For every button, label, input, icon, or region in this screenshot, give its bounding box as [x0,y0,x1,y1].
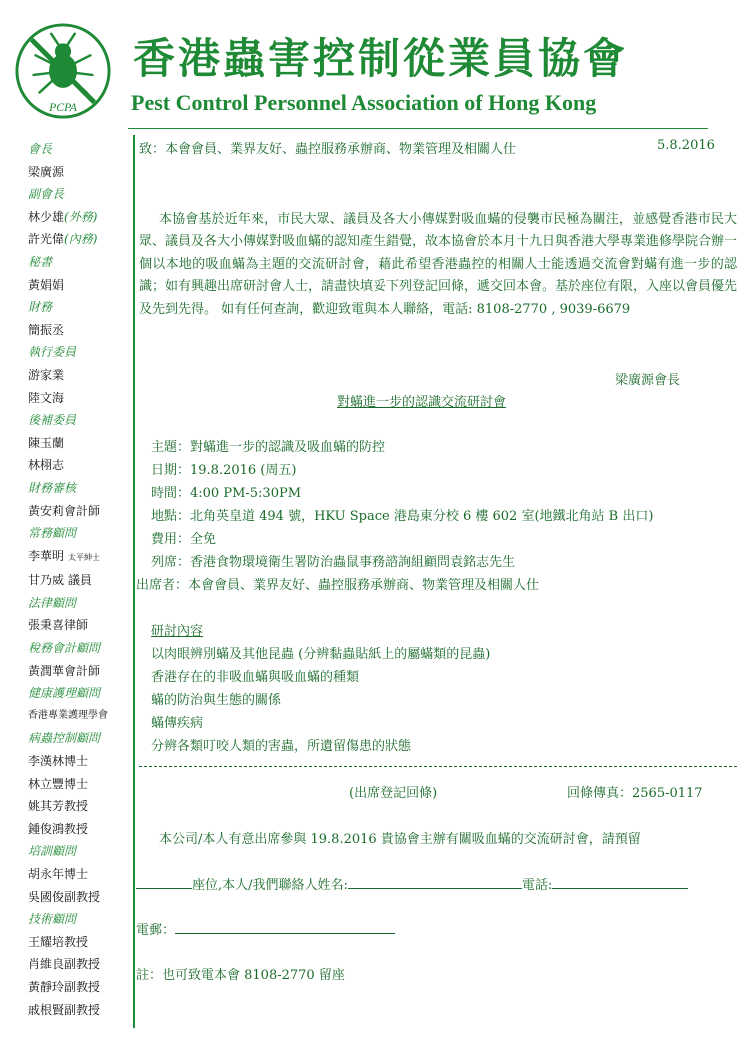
seminar-title: 對蟎進一步的認識交流研討會 [337,395,507,410]
committee-role-title: 執行委員 [28,345,77,360]
committee-role-title: 培訓顧問 [28,844,77,859]
reply-email-line [136,919,395,938]
committee-member-name: 黃潤華會計師 [28,663,101,678]
content-item: 蟎的防治與生態的關係 [151,693,282,708]
committee-member-name: 胡永年博士 [28,867,89,881]
email-blank[interactable] [175,919,395,934]
seminar-venue: 地點：北角英皇道 494 號，HKU Space 港島東分校 6 樓 602 室(地鐵北角站 B 出口) [151,509,654,524]
committee-member-name: 肖維良副教授 [28,957,101,972]
content-item: 以肉眼辨別蟎及其他昆蟲 (分辨黏蟲貼紙上的屬蟎類的昆蟲) [151,647,491,662]
committee-role-title: 財務 [28,300,53,315]
seminar-date: 日期：19.8.2016 (周五) [151,463,297,478]
content-item: 香港存在的非吸血蟎與吸血蟎的種類 [151,670,360,685]
letter-signature: 梁廣源會長 [615,373,681,388]
committee-member-name: 鍾俊鴻教授 [28,821,89,836]
logo-text: PCPA [49,101,77,115]
seminar-guest: 列席：香港食物環境衛生署防治蟲鼠事務諮詢組顧問袁銘志先生 [151,555,516,570]
seats-blank[interactable] [136,874,192,889]
reply-contact-line [136,874,688,893]
committee-member-name: 梁廣源 [28,164,65,179]
committee-member-name: 黃安莉會計師 [28,503,101,518]
committee-member-name: 林栩志 [28,458,65,473]
reply-heading: (出席登記回條) [349,786,438,801]
committee-member-name: 陸文海 [28,390,65,405]
letter-paragraph: 本協會基於近年來，市民大眾、議員及各大小傳媒對吸血蟎的侵襲市民極為關注，並感覺香港市民大眾、議員及各大小傳媒對吸血蟎的認知產生錯覺，故本協會於本月十九日與香港大學專業進修學院合辦一個以本地的吸血蟎為主題的交流研討會，藉此希望香港蟲控的相關人士能透過交流會對蟎有進一步的認識；如有興趣出席研討會人士，請盡快填妥下列登記回條，遞交回本會。基於座位有限，入座以會員優先及先到先得。 如有任何查詢，歡迎致電與本人聯絡，電話: 8108-2770 , 9039-6679 [139,212,738,317]
committee-member-name: 張秉喜律師 [28,618,89,633]
content-heading: 研討內容 [151,624,204,639]
content-item: 蟎傳疾病 [151,716,204,731]
committee-member-name: 姚其芳教授 [28,799,89,814]
committee-role-title: 副會長 [28,187,65,202]
committee-role-title: 後補委員 [28,413,77,428]
seats-label: 座位,本人/我們聯絡人姓名: [192,878,348,893]
committee-member-name: 李漢林博士 [28,754,89,769]
committee-role-title: 會長 [28,142,53,156]
reply-fax: 回條傳真：2565-0117 [567,786,703,801]
committee-role-title: 健康護理顧問 [28,686,101,701]
email-label: 電郵： [136,923,176,938]
cut-line [139,766,737,767]
committee-role-title: 法律顧問 [28,595,77,610]
reply-note: 註：也可致電本會 8108-2770 留座 [136,968,345,983]
committee-member-name: 戚根賢副教授 [28,1002,101,1017]
letter-date: 5.8.2016 [657,138,715,153]
member-role-note: (內務) [64,232,98,247]
committee-role-title: 秘書 [28,254,53,269]
committee-member-name: 林立豐博士 [28,776,89,791]
association-logo [14,22,112,120]
committee-member-name: 甘乃威 議員 [28,573,92,588]
committee-member-name: 王耀培教授 [28,934,89,949]
phone-blank[interactable] [552,874,688,889]
committee-role-title: 技術顧問 [28,912,77,927]
committee-role-title: 病蟲控制顧問 [28,731,101,746]
committee-role-title: 財務審核 [28,480,77,495]
committee-member-name: 簡振丞 [28,322,65,337]
sidebar-divider [133,135,135,1028]
committee-role-title: 常務顧問 [28,526,77,541]
content-item: 分辨各類叮咬人類的害蟲，所遺留傷患的狀態 [151,739,412,754]
letter-recipients: 致：本會會員、業界友好、蟲控服務承辦商、物業管理及相關人仕 [139,142,517,157]
committee-role-title: 稅務會計顧問 [28,641,101,656]
committee-member-name: 李華明 太平紳士 [28,548,101,563]
committee-member-name: 黃娟娟 [28,277,65,292]
member-honorific: 太平紳士 [68,552,101,562]
seminar-attendees: 出席者：本會會員、業界友好、蟲控服務承辦商、物業管理及相關人仕 [136,578,540,593]
committee-member-name: 香港專業護理學會 [28,709,108,721]
org-name-chinese: 香港蟲害控制從業員協會 [133,34,629,83]
committee-member-name: 黃靜玲副教授 [28,979,101,994]
phone-label: 電話: [521,878,553,893]
committee-member-name: 林少雄(外務) [28,209,98,224]
seminar-fee: 費用：全免 [151,532,217,547]
header-divider [128,128,708,129]
reply-statement: 本公司/本人有意出席參與 19.8.2016 貴協會主辦有關吸血蟎的交流研討會，請預留 [159,832,641,847]
seminar-time: 時間：4:00 PM-5:30PM [151,486,302,501]
committee-member-name: 游家業 [28,367,65,382]
contact-name-blank[interactable] [348,874,522,889]
committee-member-name: 陳玉蘭 [28,435,65,450]
committee-member-name: 許光偉(內務) [28,232,98,247]
org-name-english: Pest Control Personnel Association of Hong Kong [131,90,597,115]
seminar-topic: 主題：對蟎進一步的認識及吸血蟎的防控 [151,440,386,455]
member-role-note: (外務) [64,209,98,224]
committee-sidebar [28,138,132,1021]
committee-member-name: 吳國俊副教授 [28,889,101,904]
